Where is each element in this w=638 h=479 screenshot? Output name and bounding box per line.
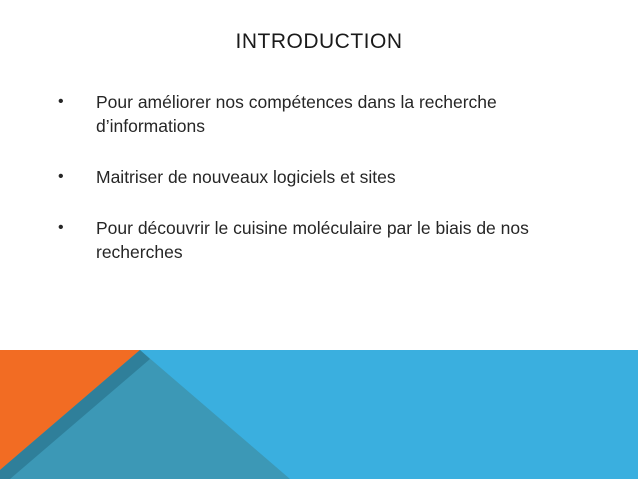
slide-title: INTRODUCTION bbox=[235, 30, 403, 53]
bullet-marker: • bbox=[58, 219, 64, 236]
decorative-footer-band bbox=[0, 350, 638, 479]
bullet-text: Pour découvrir le cuisine moléculaire par le biais de nos recherches bbox=[96, 218, 529, 262]
bullet-list bbox=[58, 90, 598, 291]
bullet-marker: • bbox=[58, 93, 64, 110]
bullet-item bbox=[58, 216, 598, 264]
bullet-text: Pour améliorer nos compétences dans la recherche d’informations bbox=[96, 92, 497, 136]
bullet-text: Maitriser de nouveaux logiciels et sites bbox=[96, 167, 396, 187]
bullet-item bbox=[58, 90, 598, 138]
bullet-marker: • bbox=[58, 168, 64, 185]
bullet-item bbox=[58, 165, 598, 189]
